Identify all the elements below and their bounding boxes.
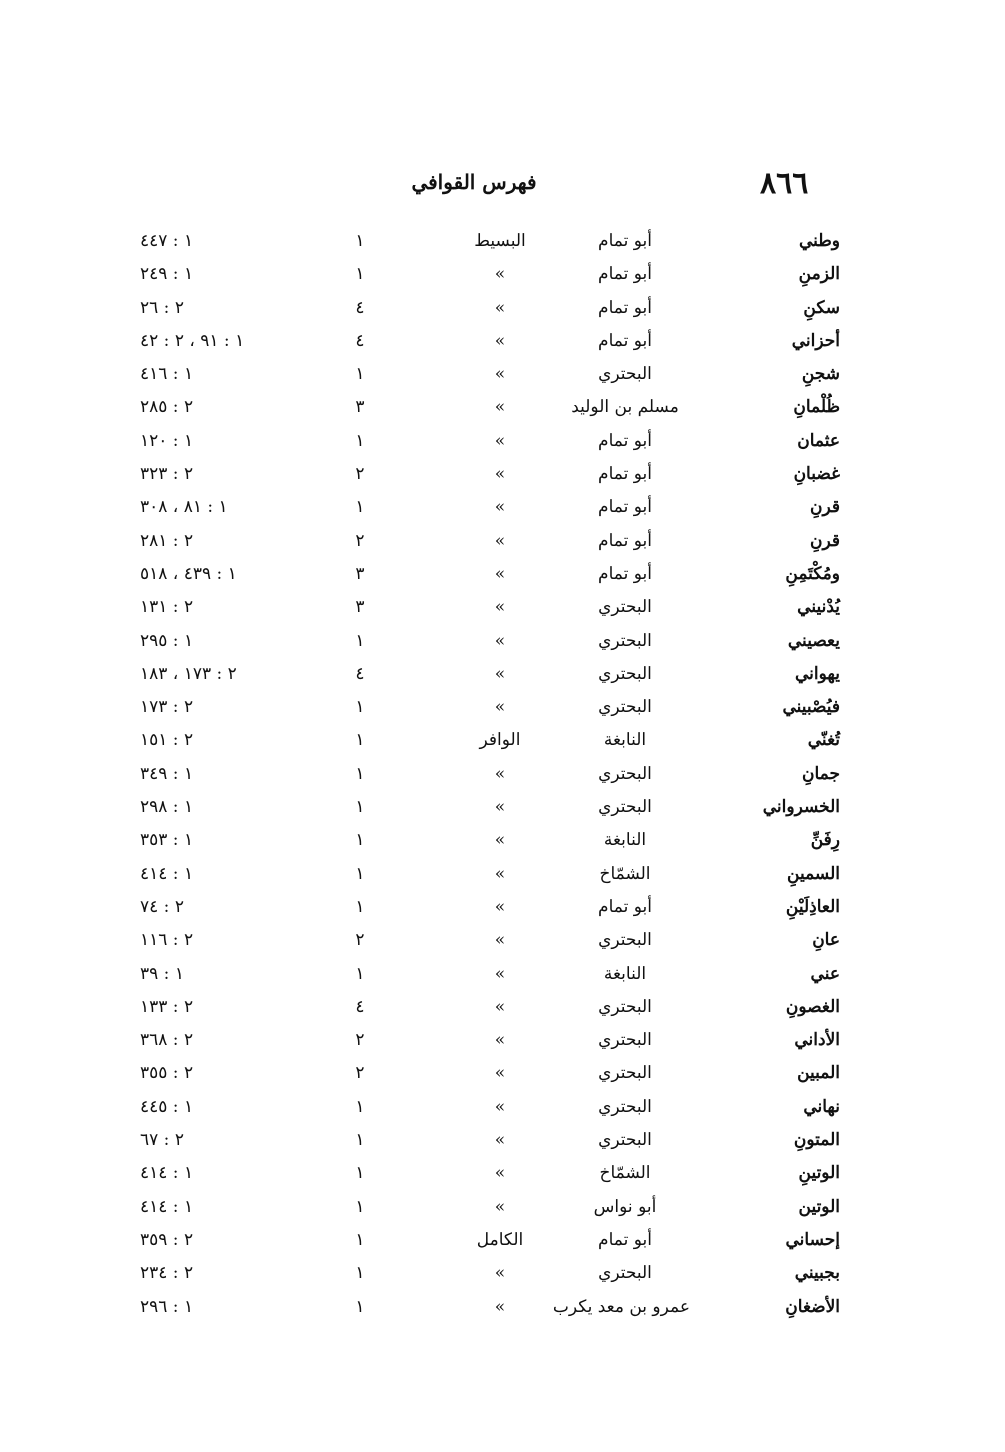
verse-count-cell: ١: [355, 730, 365, 751]
reference-cell: ١ : ٢٩٨: [140, 797, 194, 818]
verse-count-cell: ١: [355, 1229, 365, 1250]
verse-count-cell: ١: [355, 697, 365, 718]
table-row: [140, 428, 840, 461]
meter-cell: »: [494, 996, 506, 1017]
table-row: [140, 361, 840, 394]
poet-cell: البحتري: [598, 1130, 652, 1151]
table-row: [140, 295, 840, 328]
reference-cell: ١ : ٣٤٩: [140, 763, 194, 784]
reference-cell: ٢ : ٢٨٥: [140, 397, 194, 418]
rhyme-cell: يُدْنيني: [797, 597, 840, 618]
meter-cell: »: [494, 1130, 506, 1151]
verse-count-cell: ٣: [355, 597, 365, 618]
poet-cell: البحتري: [598, 930, 652, 951]
poet-cell: النابغة: [603, 830, 647, 851]
poet-cell: مسلم بن الوليد: [571, 397, 679, 418]
meter-cell: »: [494, 330, 506, 351]
verse-count-cell: ٢: [355, 530, 365, 551]
verse-count-cell: ١: [355, 963, 365, 984]
poet-cell: أبو تمام: [598, 497, 652, 518]
poet-cell: البحتري: [598, 1030, 652, 1051]
poet-cell: أبو نواس: [593, 1196, 657, 1217]
poet-cell: البحتري: [598, 364, 652, 385]
reference-cell: ١ : ٨١ ، ٣٠٨: [140, 497, 228, 518]
table-row: [140, 394, 840, 427]
page-number: ٨٦٦: [760, 166, 809, 201]
rhyme-cell: المبين: [797, 1063, 840, 1084]
rhyme-cell: الخسرواني: [762, 797, 840, 818]
poet-cell: أبو تمام: [598, 1229, 652, 1250]
poet-cell: أبو تمام: [598, 330, 652, 351]
reference-cell: ٢ : ١٣٣: [140, 996, 194, 1017]
table-row: [140, 1094, 840, 1127]
rhyme-cell: العاذِلَيْنِ: [785, 896, 840, 917]
reference-cell: ١ : ٤٤٧: [140, 231, 194, 251]
table-row: [140, 1194, 840, 1227]
rhyme-cell: رِفَنِّ: [810, 830, 840, 851]
verse-count-cell: ٢: [355, 930, 365, 951]
reference-cell: ١ : ٤١٤: [140, 863, 194, 884]
table-row: [140, 727, 840, 760]
reference-cell: ١ : ٢٩٦: [140, 1296, 194, 1317]
meter-cell: »: [494, 464, 506, 485]
reference-cell: ٢ : ٢٣٤: [140, 1263, 194, 1284]
table-row: [140, 994, 840, 1027]
meter-cell: »: [494, 1263, 506, 1284]
poet-cell: البحتري: [598, 996, 652, 1017]
verse-count-cell: ٤: [355, 996, 365, 1017]
meter-cell: »: [494, 1096, 506, 1117]
meter-cell: »: [494, 1296, 506, 1317]
rhyme-cell: جمانِ: [801, 763, 840, 784]
poet-cell: أبو تمام: [598, 297, 652, 318]
poet-cell: الشمّاخ: [599, 1163, 651, 1184]
reference-cell: ١ : ٣٥٣: [140, 830, 194, 851]
meter-cell: »: [494, 896, 506, 917]
rhyme-cell: نهاني: [803, 1096, 840, 1117]
meter-cell: »: [494, 1163, 506, 1184]
verse-count-cell: ١: [355, 264, 365, 285]
meter-cell: »: [494, 697, 506, 718]
rhyme-cell: قرنِ: [810, 530, 840, 551]
meter-cell: »: [494, 397, 506, 418]
verse-count-cell: ٣: [355, 397, 365, 418]
rhyme-cell: عني: [810, 963, 840, 984]
meter-cell: الكامل: [476, 1229, 524, 1250]
verse-count-cell: ١: [355, 896, 365, 917]
verse-count-cell: ١: [355, 1196, 365, 1217]
poet-cell: البحتري: [598, 1063, 652, 1084]
poet-cell: أبو تمام: [598, 563, 652, 584]
meter-cell: »: [494, 297, 506, 318]
table-row: [140, 827, 840, 860]
meter-cell: »: [494, 1063, 506, 1084]
reference-cell: ٢ : ٧٤: [140, 896, 184, 917]
table-row: [140, 1294, 840, 1327]
rhyme-cell: الأضغانِ: [785, 1296, 840, 1317]
table-row: [140, 528, 840, 561]
verse-count-cell: ١: [355, 763, 365, 784]
rhyme-cell: ومُكْتَمِنِ: [785, 563, 840, 584]
table-row: [140, 927, 840, 960]
rhyme-cell: إحساني: [785, 1229, 840, 1250]
table-row: [140, 1227, 840, 1260]
verse-count-cell: ١: [355, 497, 365, 518]
rhyme-cell: وطني: [798, 231, 840, 251]
meter-cell: »: [494, 530, 506, 551]
rhyme-cell: سكنِ: [803, 297, 840, 318]
reference-cell: ٢ : ٦٧: [140, 1130, 184, 1151]
poet-cell: أبو تمام: [598, 464, 652, 485]
reference-cell: ٢ : ١١٦: [140, 930, 194, 951]
poet-cell: عمرو بن معد يكرب: [552, 1296, 690, 1317]
rhyme-cell: الوتين: [798, 1196, 840, 1217]
reference-cell: ٢ : ١٧٣ ، ١٨٣: [140, 663, 237, 684]
reference-cell: ٢ : ١٧٣: [140, 697, 194, 718]
meter-cell: »: [494, 430, 506, 451]
verse-count-cell: ٤: [355, 297, 365, 318]
verse-count-cell: ٣: [355, 563, 365, 584]
table-row: [140, 894, 840, 927]
rhyme-cell: شجنِ: [801, 364, 840, 385]
reference-cell: ٢ : ٢٦: [140, 297, 184, 318]
reference-cell: ١ : ٤١٦: [140, 364, 194, 385]
meter-cell: »: [494, 364, 506, 385]
meter-cell: »: [494, 497, 506, 518]
verse-count-cell: ١: [355, 630, 365, 651]
rhyme-cell: غضبانِ: [793, 464, 840, 485]
poet-cell: البحتري: [598, 697, 652, 718]
rhyme-cell: تُغنّي: [807, 730, 840, 751]
meter-cell: »: [494, 563, 506, 584]
poet-cell: البحتري: [598, 630, 652, 651]
meter-cell: »: [494, 264, 506, 285]
rhyme-cell: يعصيني: [787, 630, 840, 651]
poet-cell: النابغة: [603, 963, 647, 984]
page-title: فهرس القوافي: [411, 170, 537, 194]
reference-cell: ٢ : ٢٨١: [140, 530, 194, 551]
reference-cell: ١ : ٤٣٩ ، ٥١٨: [140, 563, 237, 584]
meter-cell: »: [494, 1196, 506, 1217]
reference-cell: ١ : ٣٩: [140, 963, 184, 984]
rhyme-cell: السمينِ: [787, 863, 840, 884]
table-row: [140, 261, 840, 294]
reference-cell: ١ : ١٢٠: [140, 430, 194, 451]
poet-cell: أبو تمام: [598, 896, 652, 917]
verse-count-cell: ١: [355, 1296, 365, 1317]
table-row: [140, 1127, 840, 1160]
verse-count-cell: ١: [355, 1163, 365, 1184]
verse-count-cell: ١: [355, 863, 365, 884]
poet-cell: النابغة: [603, 730, 647, 751]
reference-cell: ١ : ٢٩٥: [140, 630, 194, 651]
table-row: [140, 1060, 840, 1093]
meter-cell: »: [494, 1030, 506, 1051]
table-row: [140, 628, 840, 661]
rhyme-cell: فيُصْبيني: [782, 697, 840, 718]
verse-count-cell: ١: [355, 830, 365, 851]
verse-count-cell: ٢: [355, 1063, 365, 1084]
table-row: [140, 494, 840, 527]
meter-cell: »: [494, 630, 506, 651]
reference-cell: ٢ : ٣٦٨: [140, 1030, 194, 1051]
table-row: [140, 794, 840, 827]
rhyme-index-table: [140, 228, 840, 1327]
reference-cell: ٢ : ١٥١: [140, 730, 194, 751]
verse-count-cell: ٢: [355, 464, 365, 485]
meter-cell: »: [494, 763, 506, 784]
reference-cell: ٢ : ١٣١: [140, 597, 194, 618]
table-row: [140, 694, 840, 727]
poet-cell: أبو تمام: [598, 264, 652, 285]
table-row: [140, 861, 840, 894]
reference-cell: ٢ : ٣٥٥: [140, 1063, 194, 1084]
reference-cell: ١ : ٤١٤: [140, 1196, 194, 1217]
rhyme-cell: الغصونِ: [785, 996, 840, 1017]
rhyme-cell: يهواني: [795, 663, 840, 684]
table-row: [140, 1260, 840, 1293]
reference-cell: ٢ : ٣٢٣: [140, 464, 194, 485]
rhyme-cell: أحزاني: [791, 330, 840, 351]
poet-cell: البحتري: [598, 663, 652, 684]
verse-count-cell: ٤: [355, 330, 365, 351]
verse-count-cell: ١: [355, 231, 365, 251]
poet-cell: البحتري: [598, 1263, 652, 1284]
poet-cell: أبو تمام: [598, 231, 652, 251]
rhyme-cell: الزمنِ: [798, 264, 840, 285]
verse-count-cell: ١: [355, 430, 365, 451]
verse-count-cell: ١: [355, 797, 365, 818]
meter-cell: »: [494, 830, 506, 851]
verse-count-cell: ١: [355, 1130, 365, 1151]
table-row: [140, 228, 840, 261]
verse-count-cell: ٢: [355, 1030, 365, 1051]
rhyme-cell: الوتينِ: [798, 1163, 840, 1184]
rhyme-cell: عثمان: [797, 430, 840, 451]
meter-cell: »: [494, 863, 506, 884]
meter-cell: البسيط: [474, 231, 526, 251]
verse-count-cell: ١: [355, 1263, 365, 1284]
rhyme-cell: المتونِ: [793, 1130, 840, 1151]
verse-count-cell: ٤: [355, 663, 365, 684]
poet-cell: أبو تمام: [598, 430, 652, 451]
rhyme-cell: ظُلْمانِ: [793, 397, 840, 418]
rhyme-cell: بجبيني: [794, 1263, 840, 1284]
meter-cell: »: [494, 597, 506, 618]
poet-cell: أبو تمام: [598, 530, 652, 551]
reference-cell: ١ : ٢٤٩: [140, 264, 194, 285]
rhyme-cell: عانِ: [812, 930, 840, 951]
verse-count-cell: ١: [355, 364, 365, 385]
reference-cell: ٢ : ٣٥٩: [140, 1229, 194, 1250]
meter-cell: الوافر: [479, 730, 521, 751]
meter-cell: »: [494, 663, 506, 684]
meter-cell: »: [494, 963, 506, 984]
table-row: [140, 561, 840, 594]
verse-count-cell: ١: [355, 1096, 365, 1117]
meter-cell: »: [494, 797, 506, 818]
table-row: [140, 1027, 840, 1060]
table-row: [140, 761, 840, 794]
reference-cell: ١ : ٩١ ، ٢ : ٤٢: [140, 330, 245, 351]
poet-cell: البحتري: [598, 1096, 652, 1117]
poet-cell: الشمّاخ: [599, 863, 651, 884]
poet-cell: البحتري: [598, 763, 652, 784]
rhyme-cell: قرنِ: [810, 497, 840, 518]
table-row: [140, 594, 840, 627]
rhyme-cell: الأداني: [794, 1030, 840, 1051]
table-row: [140, 1160, 840, 1193]
poet-cell: البحتري: [598, 597, 652, 618]
reference-cell: ١ : ٤١٤: [140, 1163, 194, 1184]
table-row: [140, 661, 840, 694]
meter-cell: »: [494, 930, 506, 951]
poet-cell: البحتري: [598, 797, 652, 818]
table-row: [140, 961, 840, 994]
table-row: [140, 328, 840, 361]
table-row: [140, 461, 840, 494]
reference-cell: ١ : ٤٤٥: [140, 1096, 194, 1117]
